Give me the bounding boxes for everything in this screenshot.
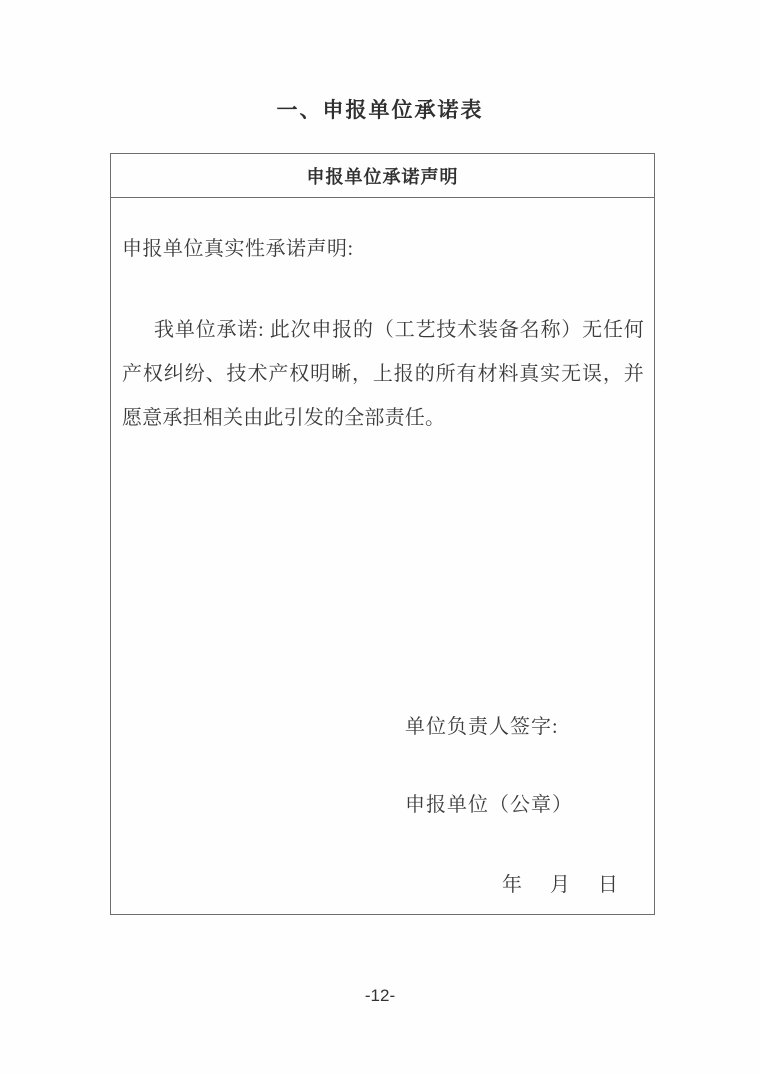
date-month-label: 月	[550, 874, 570, 896]
date-year-label: 年	[502, 874, 522, 896]
signature-label: 单位负责人签字:	[405, 716, 559, 738]
seal-label: 申报单位（公章）	[405, 794, 573, 816]
page-number: -12-	[364, 986, 396, 1005]
commitment-paragraph: 我单位承诺: 此次申报的（工艺技术装备名称）无任何产权纠纷、技术产权明晰，上报的所有材料真实无误，并愿意承担相关由此引发的全部责任。	[122, 319, 644, 429]
date-line	[502, 870, 618, 900]
salutation-line: 申报单位真实性承诺声明:	[122, 238, 354, 260]
page-title: 一、申报单位承诺表	[276, 99, 484, 122]
commitment-table	[110, 153, 655, 915]
date-day-label: 日	[598, 874, 618, 896]
table-header: 申报单位承诺声明	[111, 154, 654, 198]
